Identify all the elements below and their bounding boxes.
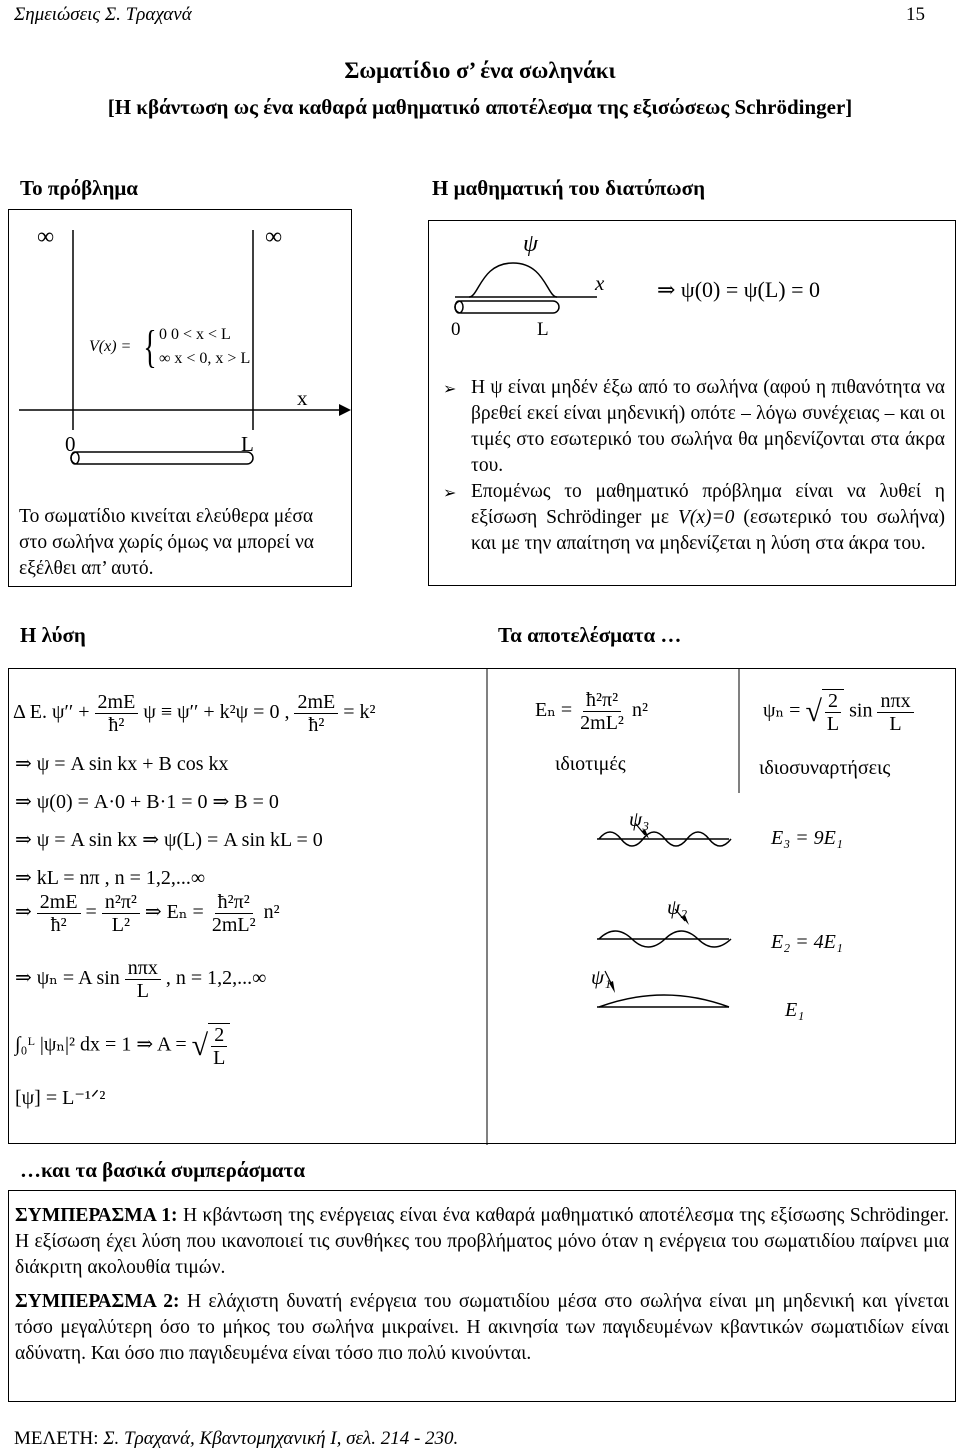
e1-label: E₁ <box>785 999 805 1021</box>
eigenfunction-fraction-den: L <box>889 712 902 735</box>
results-heading: Τα αποτελέσματα … <box>498 623 682 647</box>
energy-derivation-arrow: ⇒ <box>15 901 32 924</box>
energy-eigenvalue-num: ħ²π² <box>583 689 621 712</box>
psi2-label: ψ₂ <box>667 895 688 919</box>
energy-eigenvalue-den: 2mL² <box>580 712 624 734</box>
eigenfunction-sqrt: √ $\frac{2}{L}$ <box>805 689 844 735</box>
energy-eigenvalue-n2: n² <box>631 699 648 722</box>
bullet-arrow-icon: ➢ <box>443 381 457 398</box>
energy-level-diagram <box>9 669 957 1145</box>
conclusion-1-text: Η κβάντωση της ενέργειας είναι ένα καθαρά μαθηματικό αποτέλεσμα της εξίσωσης Schrödinger. Η εξίσωση έχει λύση που ικανοποιεί τις συνθήκες του προβλήματος μόνο όταν η ενέργεια του σωματιδίου παίρνει μια διάκριτη ακολουθία τιμών. <box>15 1205 949 1278</box>
bullet-2-v: V(x)=0 <box>677 507 735 528</box>
potential-diagram <box>9 210 353 480</box>
solution-heading: Η λύση <box>20 623 86 647</box>
conclusion-1 <box>15 1203 949 1281</box>
quantization-condition: ⇒ kL = nπ , n = 1,2,...∞ <box>15 867 206 889</box>
boundary-at-zero: ⇒ ψ(0) = A·0 + B·1 = 0 ⇒ B = 0 <box>15 791 279 813</box>
conclusions-box <box>8 1190 956 1402</box>
boundary-condition: ⇒ ψ(0) = ψ(L) = 0 <box>657 277 821 302</box>
boundary-at-L: ⇒ ψ = A sin kx ⇒ ψ(L) = A sin kL = 0 <box>15 829 323 851</box>
bullet-2-part-a: Επομένως το μαθηματικό πρόβλημα είναι να λυθεί η εξίσωση Schrödinger με <box>471 481 945 528</box>
conclusion-1-label: ΣΥΜΠΕΡΑΣΜΑ 1: <box>15 1205 178 1226</box>
bullet-2 <box>471 479 945 557</box>
bullet-1: Η ψ είναι μηδέν έξω από το σωλήνα (αφού η πιθανότητα να βρεθεί εκεί είναι μηδενική) οπότε – λόγω συνέχειας – και οι τιμές στο εσωτερικό του σωλήνα θα μηδενίζονται στα άκρα του. <box>471 377 945 476</box>
problem-caption: Το σωματίδιο κινείται ελεύθερα μέσα στο σωλήνα χωρίς όμως να μπορεί να εξέλθει απ’ αυτό. <box>19 506 315 579</box>
k-fraction-num: 2mE <box>294 691 338 714</box>
potential-case-outside: ∞ x < 0, x > L <box>159 350 251 367</box>
eigenvalues-label: ιδιοτιμές <box>555 753 626 775</box>
footer-study <box>14 1428 458 1450</box>
normalization-sqrt: √ $\frac{2}{L}$ <box>192 1023 231 1069</box>
de-mid: ψ ≡ ψ′′ + k²ψ = 0 , <box>143 701 290 724</box>
infinity-right: ∞ <box>265 224 283 250</box>
energy-fraction-3-num: ħ²π² <box>215 891 253 914</box>
general-solution: ⇒ ψ = A sin kx + B cos kx <box>15 753 229 775</box>
wavefunction-derivation-range: , n = 1,2,...∞ <box>165 967 267 990</box>
conclusions-heading: …και τα βασικά συμπεράσματα <box>20 1158 306 1182</box>
energy-fraction-2-num: n²π² <box>102 891 140 914</box>
energy-derivation-n2: n² <box>263 901 280 924</box>
energy-fraction-2-den: L² <box>111 914 130 936</box>
bullet-2-part-b: (εσωτερικό του σωλήνα) και με την απαίτηση να μηδενίζεται η λύση στα άκρα του. <box>471 507 946 554</box>
wavefunction-diagram <box>429 221 957 331</box>
wavefunction-derivation-lhs: ⇒ ψₙ = A sin <box>15 967 120 990</box>
eigenfunction-sin: sin <box>849 699 873 722</box>
k-fraction-den: ħ² <box>308 714 325 736</box>
eigenfunction-fraction-num: nπx <box>877 690 913 713</box>
de-fraction-den: ħ² <box>108 714 125 736</box>
e3-label: E₃ = 9E₁ <box>771 827 843 849</box>
wavefunction-fraction-den: L <box>136 980 149 1002</box>
de-prefix: Δ Ε. ψ′′ + <box>13 701 90 724</box>
potential-case-inside: 0 0 < x < L <box>159 326 231 343</box>
problem-heading: Το πρόβλημα <box>20 176 139 200</box>
solution-results-box <box>8 668 956 1144</box>
page-title: Σωματίδιο σ’ ένα σωληνάκι <box>344 58 616 83</box>
e2-label: E₂ = 4E₁ <box>771 931 843 953</box>
eigenfunction-sqrt-num: 2 <box>825 690 841 713</box>
conclusion-2-text: Η ελάχιστη δυνατή ενέργεια του σωματιδίου μέσα στο σωλήνα είναι μη μηδενική και γίνεται τόσο μεγαλύτερη όσο το μήκος του σωλήνα μικραίνει. Η ακινησία των παγιδευμένων κβαντικών σωματιδίων είναι αδύνατη. Και όσο πιο παγιδευμένα είναι τόσο πιο πολύ κινούνται. <box>15 1291 949 1364</box>
k-eq: = k² <box>343 701 376 724</box>
wavefunction-fraction-num: nπx <box>125 957 161 980</box>
axis-x-label: x <box>297 386 308 410</box>
energy-derivation-en: ⇒ Eₙ = <box>144 901 204 924</box>
energy-fraction-1-num: 2mE <box>37 891 81 914</box>
potential-lhs: V(x) = <box>89 338 132 355</box>
problem-box <box>8 209 352 587</box>
axis-L-label: L <box>241 432 254 456</box>
running-header: Σημειώσεις Σ. Τραχανά <box>14 4 192 25</box>
normalization-sqrt-num: 2 <box>211 1024 227 1047</box>
eigenfunction-sqrt-den: L <box>826 713 840 735</box>
bullet-arrow-icon: ➢ <box>443 485 457 502</box>
energy-eigenvalue-lhs: Eₙ = <box>535 699 573 722</box>
page-subtitle: [Η κβάντωση ως ένα καθαρά μαθηματικό αποτέλεσμα της εξισώσεως Schrödinger] <box>107 95 853 119</box>
axis-zero-label: 0 <box>65 432 76 456</box>
psi1-label: ψ₁ <box>591 965 612 989</box>
zero-label: 0 <box>451 319 461 340</box>
normalization-sqrt-den: L <box>213 1047 226 1069</box>
L-label: L <box>537 319 549 340</box>
normalization-integral: ∫₀ᴸ |ψₙ|² dx = 1 ⇒ A = <box>15 1033 187 1056</box>
psi3-label: ψ₃ <box>629 807 650 831</box>
energy-fraction-3-den: 2mL² <box>211 914 256 936</box>
potential-brace: { <box>143 321 157 372</box>
x-label: x <box>595 271 605 295</box>
energy-derivation-eq: = <box>85 901 97 924</box>
eigenfunction-lhs: ψₙ = <box>763 699 801 722</box>
conclusion-2 <box>15 1289 949 1367</box>
energy-fraction-1-den: ħ² <box>50 914 67 936</box>
infinity-left: ∞ <box>37 224 55 250</box>
footer-study-ref: Σ. Τραχανά, Κβαντομηχανική Ι, σελ. 214 - 230. <box>103 1428 459 1449</box>
psi-label: ψ <box>523 231 538 257</box>
formulation-heading: Η μαθηματική του διατύπωση <box>432 176 705 200</box>
de-fraction-num: 2mE <box>95 691 139 714</box>
formulation-box <box>428 220 956 586</box>
page-number: 15 <box>906 4 925 25</box>
conclusion-2-label: ΣΥΜΠΕΡΑΣΜΑ 2: <box>15 1291 180 1312</box>
dimension-of-psi: [ψ] = L⁻¹ᐟ² <box>15 1087 106 1109</box>
eigenfunctions-label: ιδιοσυναρτήσεις <box>759 757 891 779</box>
footer-study-label: ΜΕΛΕΤΗ: <box>14 1428 104 1449</box>
